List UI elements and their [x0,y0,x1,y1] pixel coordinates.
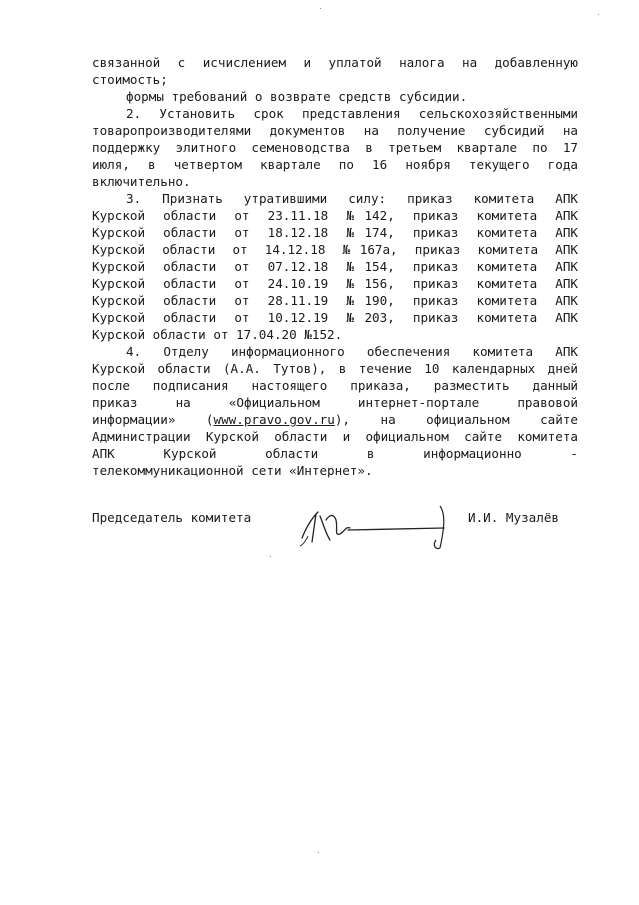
text-line: Курской области (А.А. Тутов), в течение 10 календарных дней [92,361,578,376]
scan-speck [318,852,319,853]
text-line: Курской области от 07.12.18 №154, приказ комитета АПК [92,259,578,274]
text-line: июля, в четвертом квартале по 16 ноября текущего года [92,157,578,172]
scan-speck [598,14,599,15]
paragraph-item-2 [92,105,578,190]
text-line: Курской области от 24.10.19 №156, приказ комитета АПК [92,276,578,291]
text-fragment: ), на официальном сайте [334,412,578,427]
text-line: Курской области от 28.11.19 №190, приказ комитета АПК [92,293,578,308]
text-line: после подписания настоящего приказа, разместить данный [92,378,578,393]
text-line: Курской области от 10.12.19 №203, приказ комитета АПК [92,310,578,325]
text-line-with-link [92,411,578,428]
text-line: товаропроизводителями документов на получение субсидий на [92,123,578,138]
text-line: формы требований о возврате средств субсидии. [126,89,468,104]
signatory-name: И.И. Музалёв [468,510,559,525]
document-body [92,54,578,479]
paragraph-item-3 [92,190,578,343]
signatory-title: Председатель комитета [92,510,252,525]
text-line: Курской области от 23.11.18 №142, приказ комитета АПК [92,208,578,223]
paragraph-item-4 [92,343,578,479]
handwritten-signature [296,500,466,556]
text-line: Курской области от 18.12.18 №174, приказ комитета АПК [92,225,578,240]
pravo-link[interactable]: www.pravo.gov.ru [213,412,335,427]
text-line: Администрации Курской области и официальном сайте комитета [92,429,578,444]
text-line: Курской области от 14.12.18 №167а, приказ комитета АПК [92,242,578,257]
scan-speck [320,8,321,9]
text-line: стоимость; [92,72,168,87]
text-line: 2. Установить срок представления сельскохозяйственными [126,106,578,121]
text-line: телекоммуникационной сети «Интернет». [92,463,373,478]
paragraph-refund-form [92,88,578,105]
text-line: связанной с исчислением и уплатой налога на добавленную [92,55,578,70]
text-line: включительно. [92,174,191,189]
paragraph-vat [92,54,578,88]
scan-speck [270,556,271,557]
signature-block [92,508,578,548]
text-line: Курской области от 17.04.20 №152. [92,327,343,342]
text-line: 4. Отделу информационного обеспечения комитета АПК [126,344,578,359]
text-fragment: информации» ( [92,412,214,427]
text-line: поддержку элитного семеноводства в третьем квартале по 17 [92,140,578,155]
text-line: АПК Курской области в информационно - [92,446,578,461]
text-line: 3. Признать утратившими силу: приказ комитета АПК [126,191,578,206]
text-line: приказ на «Официальном интернет-портале правовой [92,395,578,410]
